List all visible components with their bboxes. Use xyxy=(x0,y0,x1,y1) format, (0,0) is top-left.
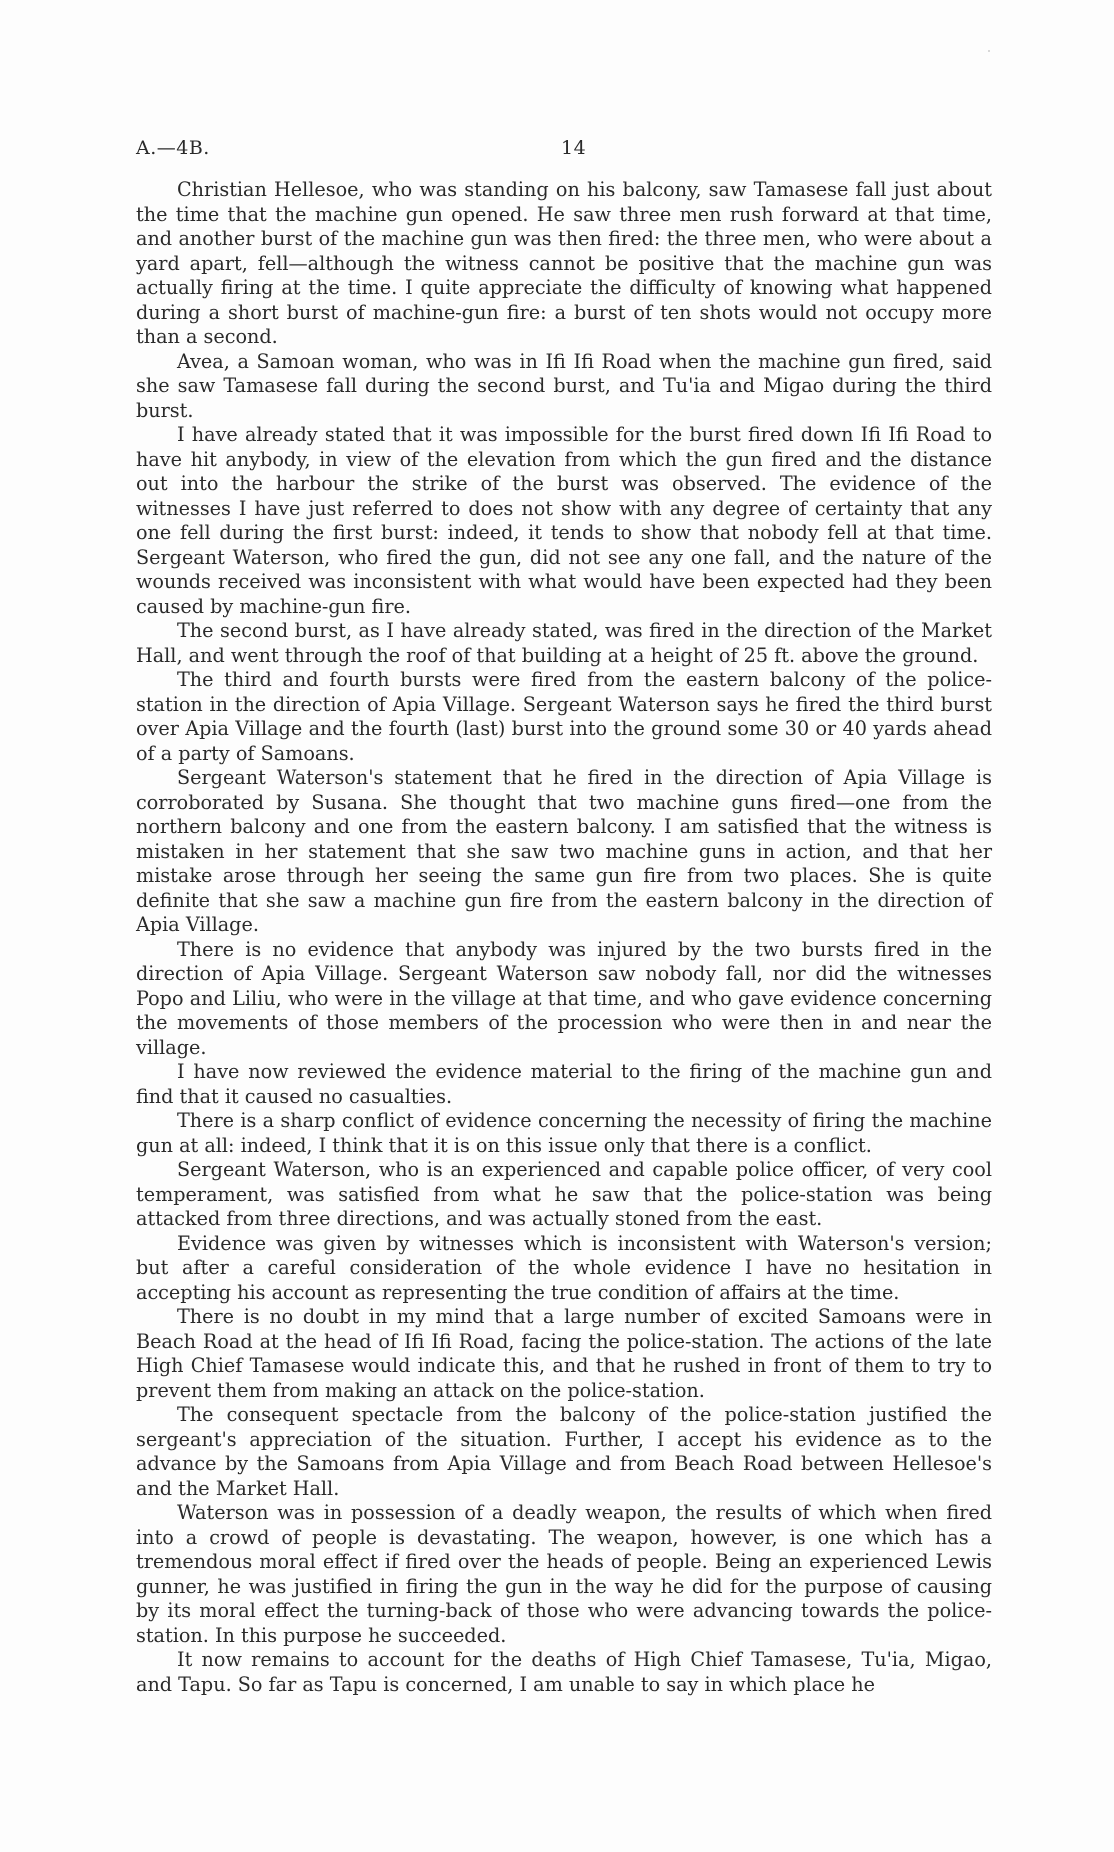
paragraph: Avea, a Samoan woman, who was in Ifi Ifi Road when the machine gun fired, said she saw Tamasese fall during the second burst, and Tu'ia and Migao during the third burst. xyxy=(136,349,992,422)
paragraph: The third and fourth bursts were fired from the eastern balcony of the police-station in the direction of Apia Village. Sergeant Waterson says he fired the third burst over Apia Village and the fourth (last) burst into the ground some 30 or 40 yards ahead of a party of Samoans. xyxy=(136,668,992,765)
paragraph: Waterson was in possession of a deadly weapon, the results of which when fired into a crowd of people is devastating. The weapon, however, is one which has a tremendous moral effect if fired over the heads of people. Being an experienced Lewis gunner, he was justified in firing the gun in the way he did for the purpose of causing by its moral effect the turning-back of those who were advancing towards the police-station. In this purpose he succeeded. xyxy=(136,1501,992,1647)
paragraph: Evidence was given by witnesses which is inconsistent with Waterson's version; but after a careful consideration of the whole evidence I have no hesitation in accepting his account as representing the true condition of affairs at the time. xyxy=(136,1231,992,1304)
page-header xyxy=(136,137,992,167)
paragraph: The consequent spectacle from the balcony of the police-station justified the sergeant's appreciation of the situation. Further, I accept his evidence as to the advance by the Samoans from Apia Village and from Beach Road between Hellesoe's and the Market Hall. xyxy=(136,1403,992,1500)
paragraph: I have now reviewed the evidence material to the firing of the machine gun and find that it caused no casualties. xyxy=(136,1060,992,1108)
paragraph: There is no evidence that anybody was injured by the two bursts fired in the direction of Apia Village. Sergeant Waterson saw nobody fall, nor did the witnesses Popo and Liliu, who were in the village at that time, and who gave evidence concerning the movements of those members of the procession who were then in and near the village. xyxy=(136,937,992,1059)
paragraph: Sergeant Waterson, who is an experienced and capable police officer, of very cool temperament, was satisfied from what he saw that the police-station was being attacked from three directions, and was actually stoned from the east. xyxy=(136,1158,992,1230)
paragraph: There is no doubt in my mind that a large number of excited Samoans were in Beach Road at the head of Ifi Ifi Road, facing the police-station. The actions of the late High Chief Tamasese would indicate this, and that he rushed in front of them to try to prevent them from making an attack on the police-station. xyxy=(136,1305,992,1402)
scan-speck xyxy=(988,50,990,52)
paragraph: Christian Hellesoe, who was standing on his balcony, saw Tamasese fall just about the time that the machine gun opened. He saw three men rush forward at that time, and another burst of the machine gun was then fired: the three men, who were about a yard apart, fell—although the witness cannot be positive that the machine gun was actually firing at the time. I quite appreciate the difficulty of knowing what happened during a short burst of machine-gun fire: a burst of ten shots would not occupy more than a second. xyxy=(136,178,992,348)
paragraph: I have already stated that it was impossible for the burst fired down Ifi Ifi Road to have hit anybody, in view of the elevation from which the gun fired and the distance out into the harbour the strike of the burst was observed. The evidence of the witnesses I have just referred to does not show with any degree of certainty that any one fell during the first burst: indeed, it tends to show that nobody fell at that time. Sergeant Waterson, who fired the gun, did not see any one fall, and the nature of the wounds received was inconsistent with what would have been expected had they been caused by machine-gun fire. xyxy=(136,423,992,618)
page-number: 14 xyxy=(561,137,587,159)
body-text xyxy=(136,178,992,1697)
paragraph: Sergeant Waterson's statement that he fired in the direction of Apia Village is corroborated by Susana. She thought that two machine guns fired—one from the northern balcony and one from the eastern balcony. I am satisfied that the witness is mistaken in her statement that she saw two machine guns in action, and that her mistake arose through her seeing the same gun fire from two places. She is quite definite that she saw a machine gun fire from the eastern balcony in the direction of Apia Village. xyxy=(136,766,992,936)
paragraph: It now remains to account for the deaths of High Chief Tamasese, Tu'ia, Migao, and Tapu. So far as Tapu is concerned, I am unable to say in which place he xyxy=(136,1648,992,1696)
paragraph: The second burst, as I have already stated, was fired in the direction of the Market Hall, and went through the roof of that building at a height of 25 ft. above the ground. xyxy=(136,619,992,667)
document-reference: A.—4B. xyxy=(136,137,210,159)
paragraph: There is a sharp conflict of evidence concerning the necessity of firing the machine gun at all: indeed, I think that it is on this issue only that there is a conflict. xyxy=(136,1109,992,1157)
